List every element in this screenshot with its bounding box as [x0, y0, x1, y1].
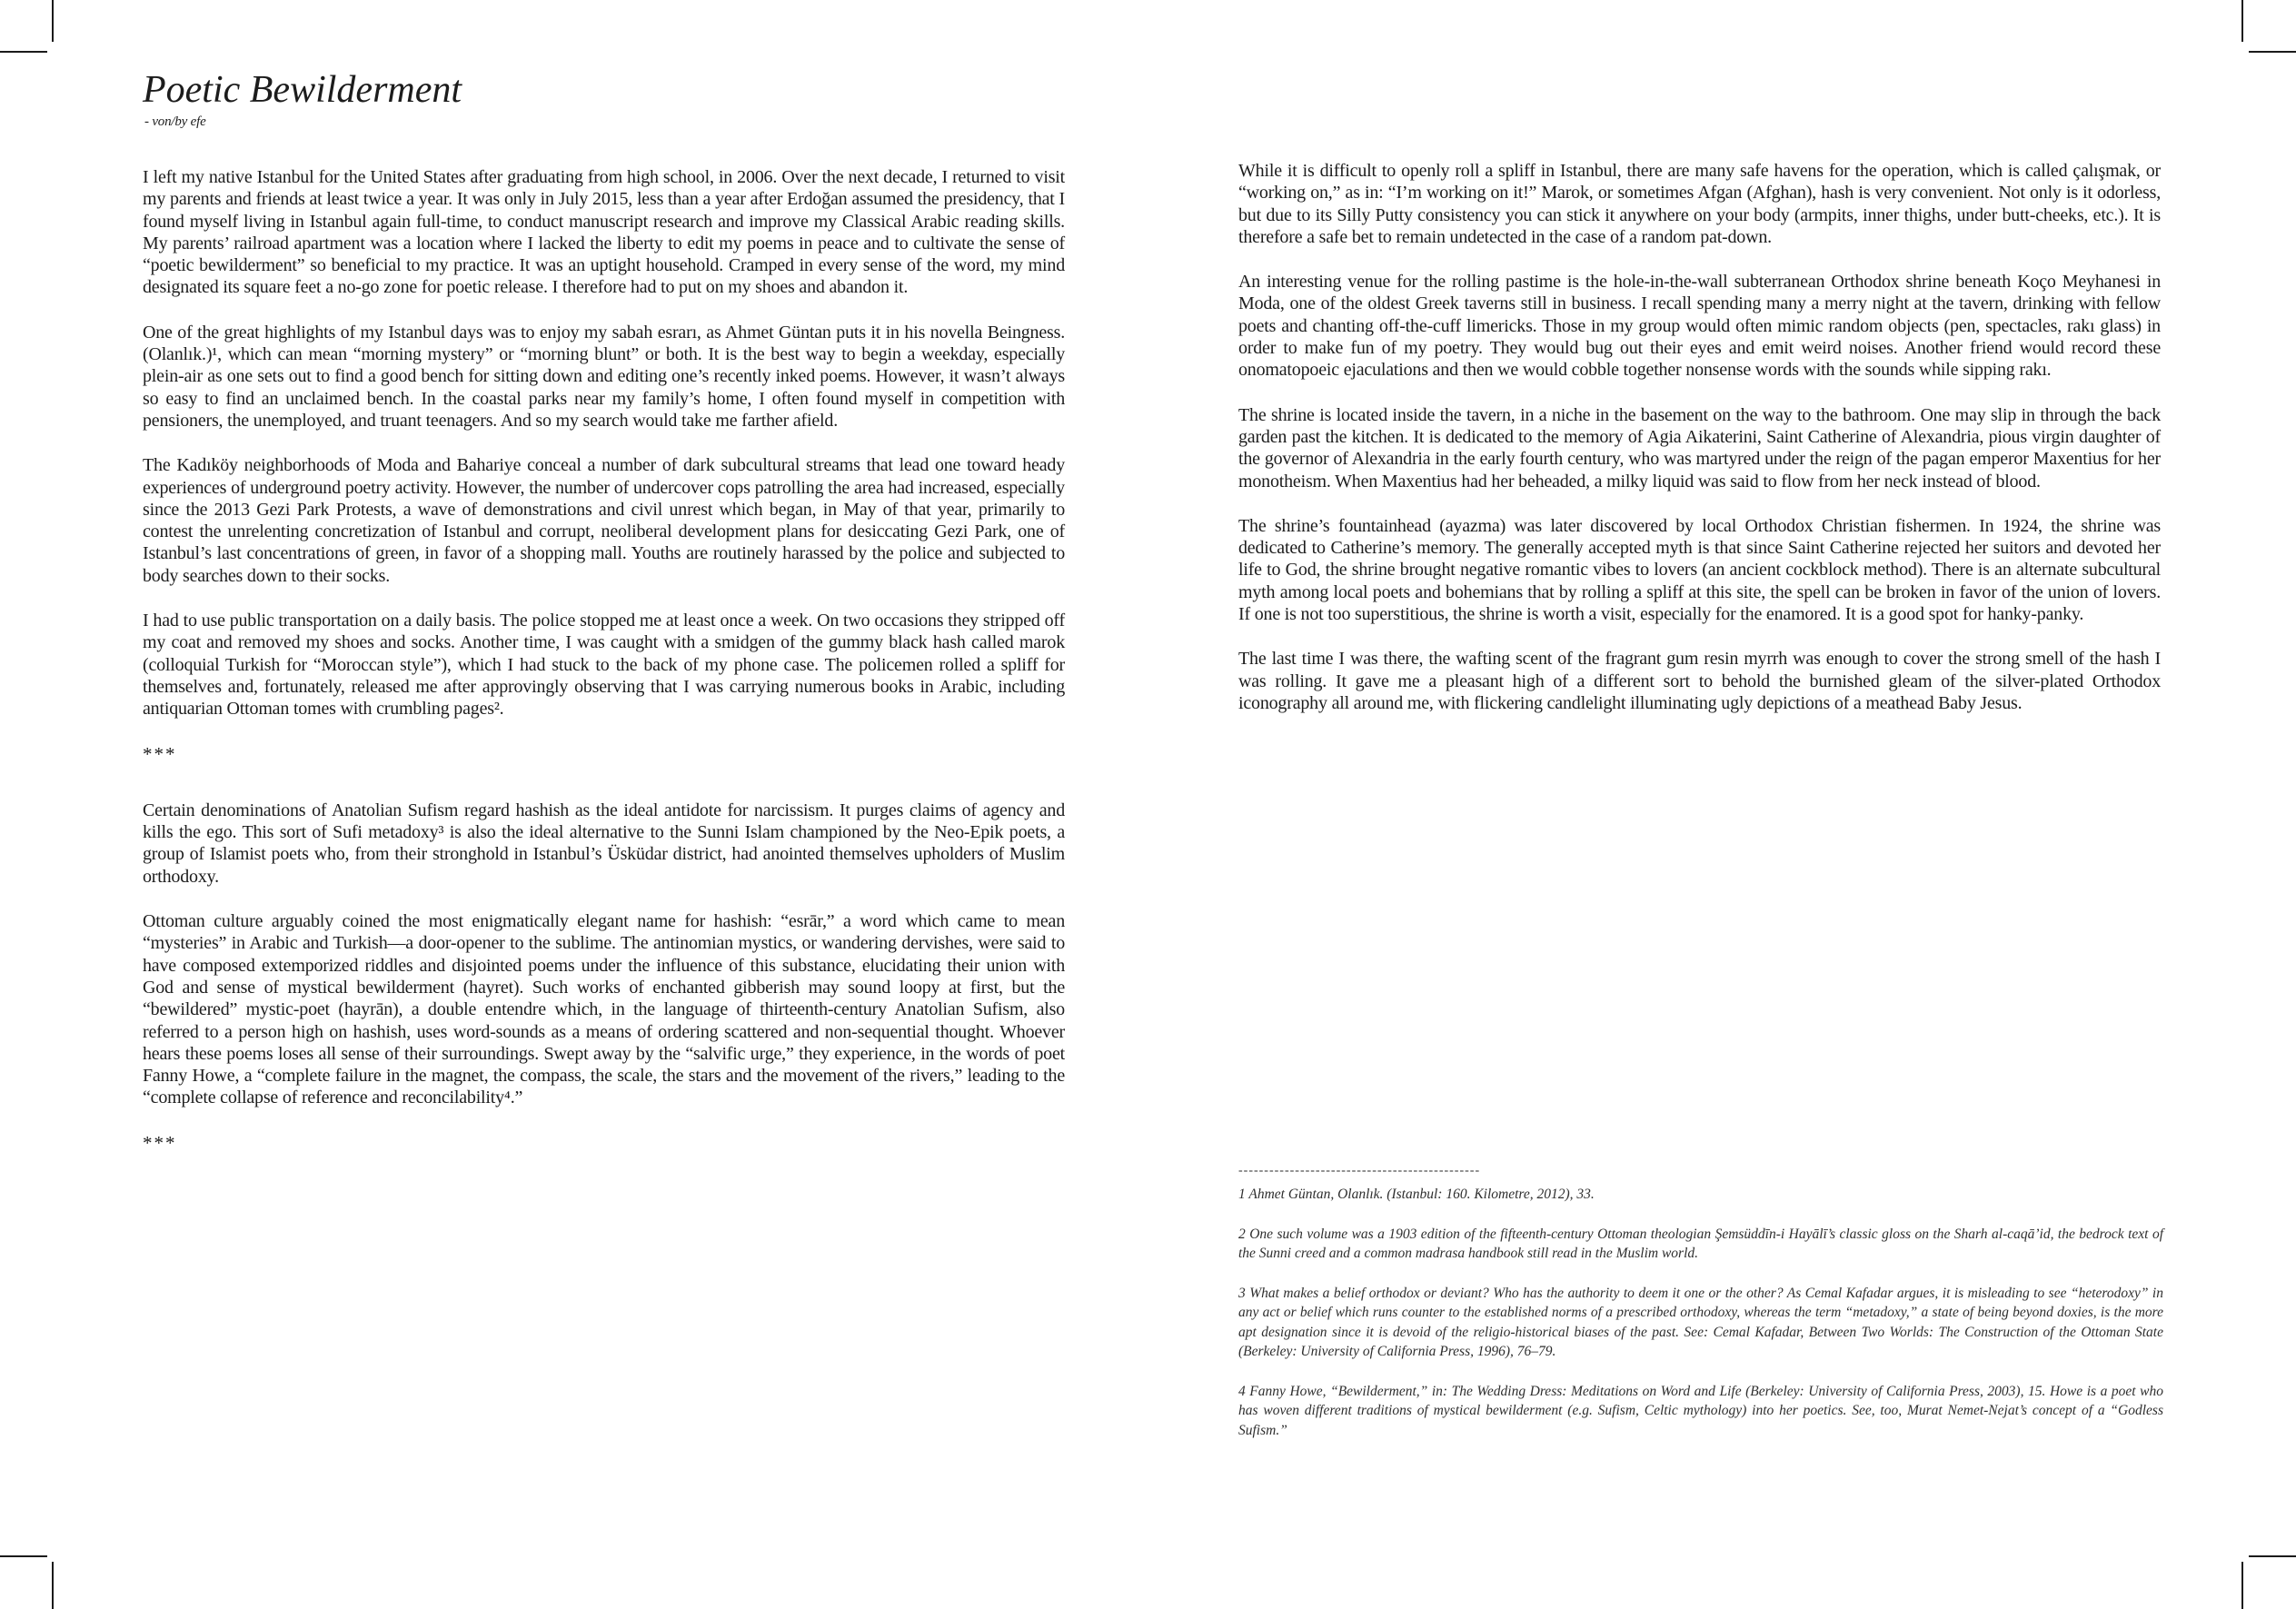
paragraph: An interesting venue for the rolling pastime is the hole-in-the-wall subterranean Orthodox shrine beneath Koço Meyhanesi in Moda, one of the oldest Greek taverns still in business. I recall spending many a merry night at the tavern, drinking with fellow poets and chanting off-the-cuff limericks. Those in my group would often mimic random objects (pen, spectacles, rakı glass) in order to make fun of my poetry. They would bug out their eyes and emit weird noises. Another friend would record these onomatopoeic ejaculations and then we would cobble together nonsense words with the sounds while sipping rakı.	[1238, 272, 2161, 381]
crop-mark-bottom-right-vertical	[2241, 1562, 2243, 1609]
paragraph: The shrine is located inside the tavern, in a niche in the basement on the way to the bathroom. One may slip in through the back garden past the kitchen. It is dedicated to the memory of Agia Aikaterini, Saint Catherine of Alexandria, pious virgin daughter of the governor of Alexandria in the early fourth century, who was martyred under the reign of the pagan emperor Maxentius for her monotheism. When Maxentius had her beheaded, a milky liquid was said to flow from her neck instead of blood.	[1238, 404, 2161, 492]
asterisk-separator: ***	[143, 1131, 177, 1154]
footnote: 2 One such volume was a 1903 edition of the fifteenth-century Ottoman theologian Şemsüddīn-i Hayālī’s classic gloss on the Sharh al-caqā’id, the bedrock text of the Sunni creed and a common madrasa handbook still read in the Muslim world.	[1238, 1226, 2163, 1261]
paragraph: I had to use public transportation on a daily basis. The police stopped me at least once a week. On two occasions they stripped off my coat and removed my shoes and socks. Another time, I was caught with a smidgen of the gummy black hash called marok (colloquial Turkish for “Moroccan style”), which I had stuck to the back of my phone case. The policemen rolled a spliff for themselves and, fortunately, released me after approvingly observing that I was carrying numerous books in Arabic, including antiquarian Ottoman tomes with crumbling pages².	[143, 611, 1065, 720]
right-column	[1238, 160, 2161, 737]
paragraph: The last time I was there, the wafting scent of the fragrant gum resin myrrh was enough to cover the strong smell of the hash I was rolling. It gave me a pleasant high of a different sort to behold the burnished gleam of the silver-plated Orthodox iconography all around me, with flickering candlelight illuminating ugly depictions of a meathead Baby Jesus.	[1238, 649, 2161, 713]
paragraph: The Kadıköy neighborhoods of Moda and Bahariye conceal a number of dark subcultural streams that lead one toward heady experiences of underground poetry activity. However, the number of undercover cops patrolling the area had increased, especially since the 2013 Gezi Park Protests, a wave of demonstrations and civil unrest which began, in May of that year, primarily to contest the unrelenting concretization of Istanbul and corrupt, neoliberal development plans for desiccating Gezi Park, one of Istanbul’s last concentrations of green, in favor of a shopping mall. Youths are routinely harassed by the police and subjected to body searches down to their socks.	[143, 455, 1065, 586]
footnote-separator-rule: -----------------------------------------------	[1238, 1165, 1481, 1177]
paragraph: While it is difficult to openly roll a spliff in Istanbul, there are many safe havens for the operation, which is called çalışmak, or “working on,” as in: “I’m working on it!” Marok, or sometimes Afgan (Afghan), hash is very convenient. Not only is it odorless, but due to its Silly Putty consistency you can stick it anywhere on your body (armpits, inner thighs, under butt-cheeks, etc.). It is therefore a safe bet to remain undetected in the case of a random pat-down.	[1238, 161, 2161, 247]
crop-mark-top-left-vertical	[52, 0, 54, 42]
byline: - von/by efe	[144, 114, 206, 129]
paragraph: Certain denominations of Anatolian Sufism regard hashish as the ideal antidote for narcissism. It purges claims of agency and kills the ego. This sort of Sufi metadoxy³ is also the ideal alternative to the Sunni Islam championed by the Neo-Epik poets, a group of Islamist poets who, from their stronghold in Istanbul’s Üsküdar district, had anointed themselves upholders of Muslim orthodoxy.	[143, 800, 1065, 887]
paragraph: The shrine’s fountainhead (ayazma) was later discovered by local Orthodox Christian fishermen. In 1924, the shrine was dedicated to Catherine’s memory. The generally accepted myth is that since Saint Catherine rejected her suitors and devoted her life to God, the shrine brought negative romantic vibes to lovers (an ancient cockblock method). There is an alternate subcultural myth among local poets and bohemians that by rolling a spliff at this site, the spell can be broken in favor of the union of lovers. If one is not too superstitious, the shrine is worth a visit, especially for the enamored. It is a good spot for hanky-panky.	[1238, 515, 2161, 625]
crop-mark-bottom-left-vertical	[52, 1562, 54, 1609]
page-title: Poetic Bewilderment	[143, 69, 462, 111]
paragraph: Ottoman culture arguably coined the most enigmatically elegant name for hashish: “esrār,” a word which came to mean “mysteries” in Arabic and Turkish—a door-opener to the sublime. The antinomian mystics, or wandering dervishes, were said to have composed extemporized riddles and disjointed poems under the influence of this substance, elucidating their union with God and sense of mystical bewilderment (hayret). Such works of enchanted gibberish may sound loopy at first, but the “bewildered” mystic-poet (hayrān), a double entendre which, in the language of thirteenth-century Anatolian Sufism, also referred to a person high on hashish, uses word-sounds as a means of ordering scattered and non-sequential thought. Whoever hears these poems loses all sense of their surroundings. Swept away by the “salvific urge,” they experience, in the words of poet Fanny Howe, a “complete failure in the magnet, the compass, the scale, the stars and the movement of the rivers,” leading to the “complete collapse of reference and reconcilability⁴.”	[143, 911, 1065, 1108]
footnote: 1 Ahmet Güntan, Olanlık. (Istanbul: 160. Kilometre, 2012), 33.	[1238, 1187, 1595, 1202]
paragraph: One of the great highlights of my Istanbul days was to enjoy my sabah esrarı, as Ahmet Güntan puts it in his novella Beingness. (Olanlık.)¹, which can mean “morning mystery” or “morning blunt” or both. It is the best way to begin a weekday, especially plein-air as one sets out to find a good bench for sitting down and editing one’s recently inked poems. However, it wasn’t always so easy to find an unclaimed bench. In the coastal parks near my family’s home, I often found myself in competition with pensioners, the unemployed, and truant teenagers. And so my search would take me farther afield.	[143, 322, 1065, 431]
asterisk-separator: ***	[143, 742, 177, 765]
left-column	[143, 68, 1065, 1188]
crop-mark-bottom-right-horizontal	[2249, 1555, 2296, 1557]
crop-mark-top-left-horizontal	[0, 51, 47, 53]
footnote: 4 Fanny Howe, “Bewilderment,” in: The Wedding Dress: Meditations on Word and Life (Berkeley: University of California Press, 2003), 15. Howe is a poet who has woven different traditions of mystical bewilderment (e.g. Sufism, Celtic mythology) into her poetics. See, too, Murat Nemet-Nejat’s concept of a “Godless Sufism.”	[1238, 1383, 2163, 1438]
crop-mark-top-right-horizontal	[2249, 51, 2296, 53]
paragraph: I left my native Istanbul for the United States after graduating from high school, in 2006. Over the next decade, I returned to visit my parents and friends at least twice a year. It was only in July 2015, less than a year after Erdoğan assumed the presidency, that I found myself living in Istanbul again full-time, to conduct manuscript research and improve my Classical Arabic reading skills. My parents’ railroad apartment was a location where I lacked the liberty to edit my poems in peace and to cultivate the sense of “poetic bewilderment” so beneficial to my practice. It was an uptight household. Cramped in every sense of the word, my mind designated its square feet a no-go zone for poetic release. I therefore had to put on my shoes and abandon it.	[143, 167, 1065, 298]
footnotes	[1238, 1165, 2163, 1460]
crop-mark-top-right-vertical	[2241, 0, 2243, 42]
crop-mark-bottom-left-horizontal	[0, 1555, 47, 1557]
footnote: 3 What makes a belief orthodox or deviant? Who has the authority to deem it one or the other? As Cemal Kafadar argues, it is misleading to see “heterodoxy” in any act or belief which runs counter to the established norms of a prescribed orthodoxy, whereas the term “metadoxy,” a state of being beyond doxies, is the more apt designation since it is devoid of the religio-historical biases of the past. See: Cemal Kafadar, Between Two Worlds: The Construction of the Ottoman State (Berkeley: University of California Press, 1996), 76–79.	[1238, 1285, 2163, 1359]
